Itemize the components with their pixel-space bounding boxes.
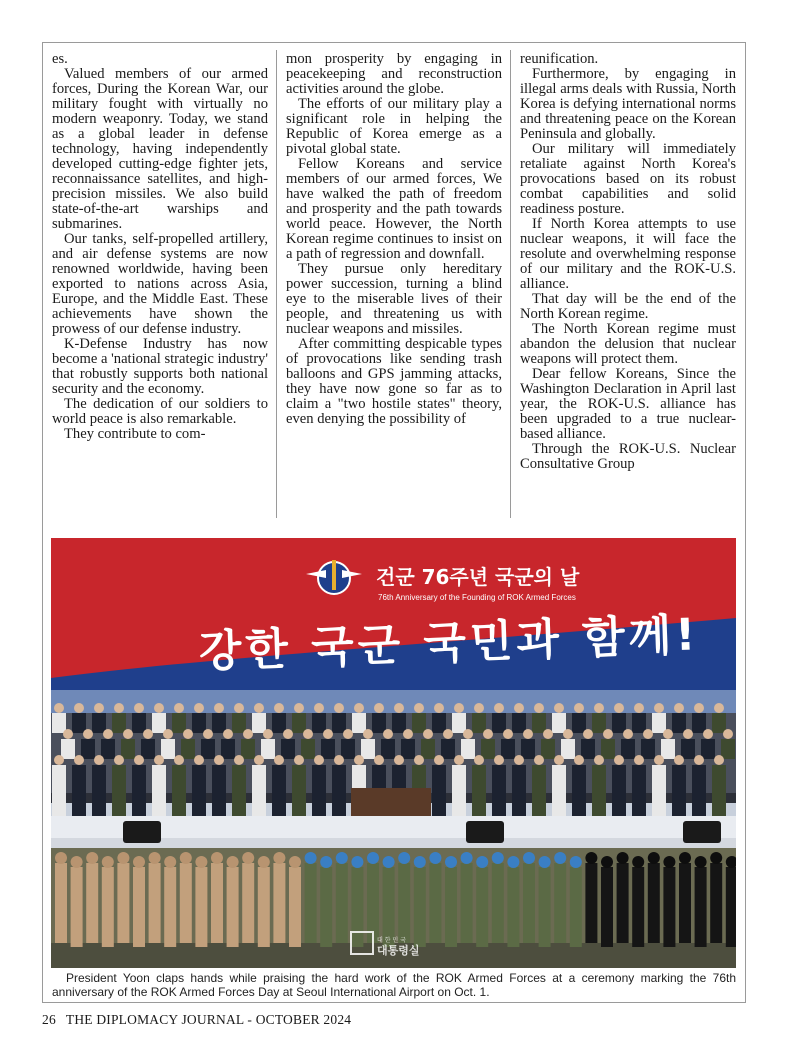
article-paragraph: mon prosperity by engaging in peacekeeping and reconstruction activities around the globe. <box>286 52 502 97</box>
page-number: 26 <box>42 1012 56 1027</box>
article-paragraph: Furthermore, by engaging in illegal arms deals with Russia, North Korea is defying international norms and threatening peace on the Korean Peninsula and globally. <box>520 66 736 142</box>
page-footer <box>42 1012 361 1028</box>
article-paragraph: After committing despicable types of provocations like sending trash balloons and GPS jamming attacks, they have now gone so far as to claim a "two hostile states" theory, even denying the possibility of <box>286 336 502 427</box>
article-paragraph: The efforts of our military play a significant role in helping the Republic of Korea emerge as a pivotal global state. <box>286 96 502 157</box>
article-column-3 <box>520 52 736 518</box>
article-paragraph: es. <box>52 52 68 67</box>
banner-korean-title: 건군 76주년 국군의 날 <box>376 565 580 589</box>
photo-caption: President Yoon claps hands while praising the hard work of the ROK Armed Forces at a ceremony marking the 76th anniversary of the ROK Armed Forces Day at Seoul International Airport on Oct. 1. <box>52 971 736 999</box>
article-paragraph: Valued members of our armed forces, During the Korean War, our military fought with virtually no modern weaponry. Today, we stand as a global leader in defense technology, having independently developed cutting-edge fighter jets, reconnaissance satellites, and high-precision missiles. We also build state-of-the-art warships and submarines. <box>52 66 268 232</box>
banner-slogan: 강한 국군 국민과 함께! <box>198 609 701 678</box>
article-paragraph: Our military will immediately retaliate against North Korea's provocations based on its robust combat capabilities and solid readiness posture. <box>520 141 736 217</box>
article-paragraph: Through the ROK-U.S. Nuclear Consultative Group <box>520 441 736 472</box>
article-paragraph: If North Korea attempts to use nuclear weapons, it will face the resolute and overwhelming response of our military and the ROK-U.S. alliance. <box>520 216 736 292</box>
article-paragraph: K-Defense Industry has now become a 'national strategic industry' that robustly supports both national security and the economy. <box>52 336 268 397</box>
watermark-text: 대통령실 <box>377 944 420 957</box>
speaker-center <box>466 821 504 843</box>
article-paragraph: reunification. <box>520 52 599 67</box>
article-paragraph: The North Korean regime must abandon the delusion that nuclear weapons will protect them. <box>520 321 736 367</box>
article-paragraph: Dear fellow Koreans, Since the Washington Declaration in April last year, the ROK-U.S. alliance has been upgraded to a true nuclear-based alliance. <box>520 366 736 442</box>
podium <box>351 788 431 818</box>
column-rule <box>510 50 511 518</box>
article-paragraph: That day will be the end of the North Korean regime. <box>520 291 736 322</box>
banner-english-subtitle: 76th Anniversary of the Founding of ROK Armed Forces <box>378 593 576 602</box>
article-paragraph: They pursue only hereditary power succession, turning a blind eye to the miserable lives of their people, and threatening us with nuclear weapons and missiles. <box>286 261 502 337</box>
article-paragraph: The dedication of our soldiers to world peace is also remarkable. <box>52 396 268 427</box>
article-paragraph: They contribute to com- <box>64 426 206 442</box>
article-paragraph: Fellow Koreans and service members of our armed forces, We have walked the path of freedom and prosperity and the path towards world peace. However, the North Korean regime continues to insist on a path of regression and downfall. <box>286 156 502 262</box>
ceremony-photo <box>51 538 736 968</box>
article-paragraph: Our tanks, self-propelled artillery, and air defense systems are now renowned worldwide, having been exported to nations across Asia, Europe, and the Middle East. These achievements have shown the prowess of our defense industry. <box>52 231 268 337</box>
watermark-small-text: 대 한 민 국 <box>377 937 406 944</box>
speaker-right <box>683 821 721 843</box>
speaker-left <box>123 821 161 843</box>
article-column-2 <box>286 52 502 518</box>
column-rule <box>276 50 277 518</box>
publication-name: THE DIPLOMACY JOURNAL - OCTOBER 2024 <box>65 1012 352 1027</box>
article-column-1 <box>52 52 268 518</box>
